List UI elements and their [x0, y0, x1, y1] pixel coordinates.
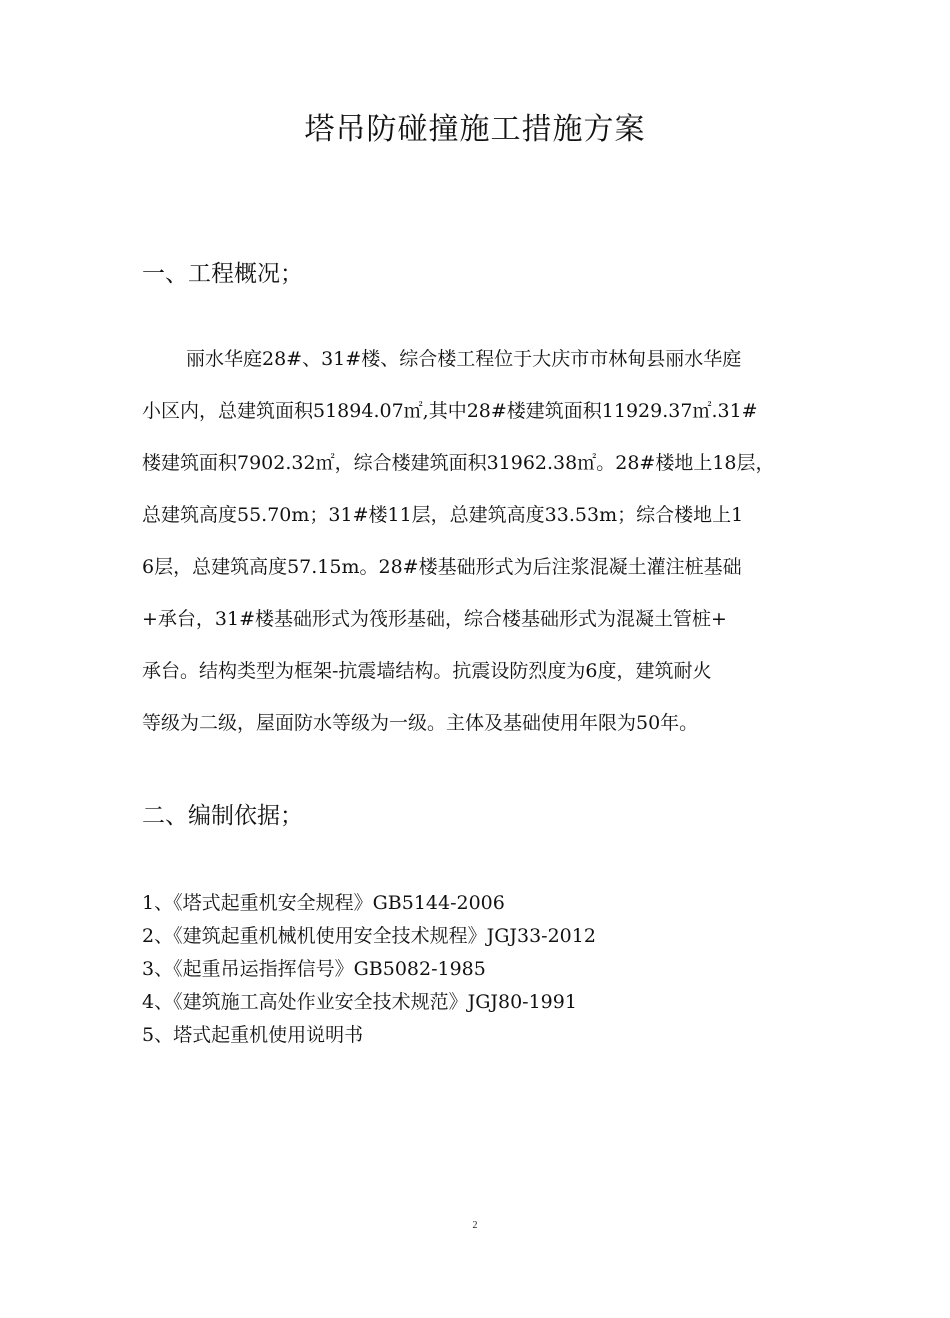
paragraph-line: 承台。结构类型为框架-抗震墙结构。抗震设防烈度为6度，建筑耐火: [142, 660, 712, 682]
paragraph-line: 等级为二级，屋面防水等级为一级。主体及基础使用年限为50年。: [142, 712, 699, 734]
paragraph-line: 总建筑高度55.70m；31#楼11层，总建筑高度33.53m；综合楼地上1: [142, 504, 744, 526]
reference-item: 2、《建筑起重机械机使用安全技术规程》JGJ33-2012: [142, 925, 596, 947]
paragraph-line: 6层，总建筑高度57.15m。28#楼基础形式为后注浆混凝土灌注桩基础: [142, 556, 742, 578]
paragraph-line: 小区内，总建筑面积51894.07㎡,其中28#楼建筑面积11929.37㎡.31#: [142, 400, 758, 422]
section-heading-overview: 一、工程概况；: [142, 261, 303, 287]
page-number: 2: [472, 1220, 478, 1231]
paragraph-line: 楼建筑面积7902.32㎡，综合楼建筑面积31962.38㎡。28#楼地上18层，: [142, 452, 775, 474]
overview-paragraph: [142, 342, 814, 758]
section-heading-basis: 二、编制依据；: [142, 803, 303, 829]
reference-item: 3、《起重吊运指挥信号》GB5082-1985: [142, 958, 486, 980]
paragraph-line: 丽水华庭28#、31#楼、综合楼工程位于大庆市市林甸县丽水华庭: [186, 348, 742, 370]
paragraph-line: +承台，31#楼基础形式为筏形基础，综合楼基础形式为混凝土管桩+: [142, 608, 727, 630]
reference-list: [142, 887, 842, 1052]
reference-item: 4、《建筑施工高处作业安全技术规范》JGJ80-1991: [142, 991, 577, 1013]
reference-item: 5、塔式起重机使用说明书: [142, 1024, 364, 1046]
page-title: 塔吊防碰撞施工措施方案: [304, 112, 646, 147]
reference-item: 1、《塔式起重机安全规程》GB5144-2006: [142, 892, 505, 914]
